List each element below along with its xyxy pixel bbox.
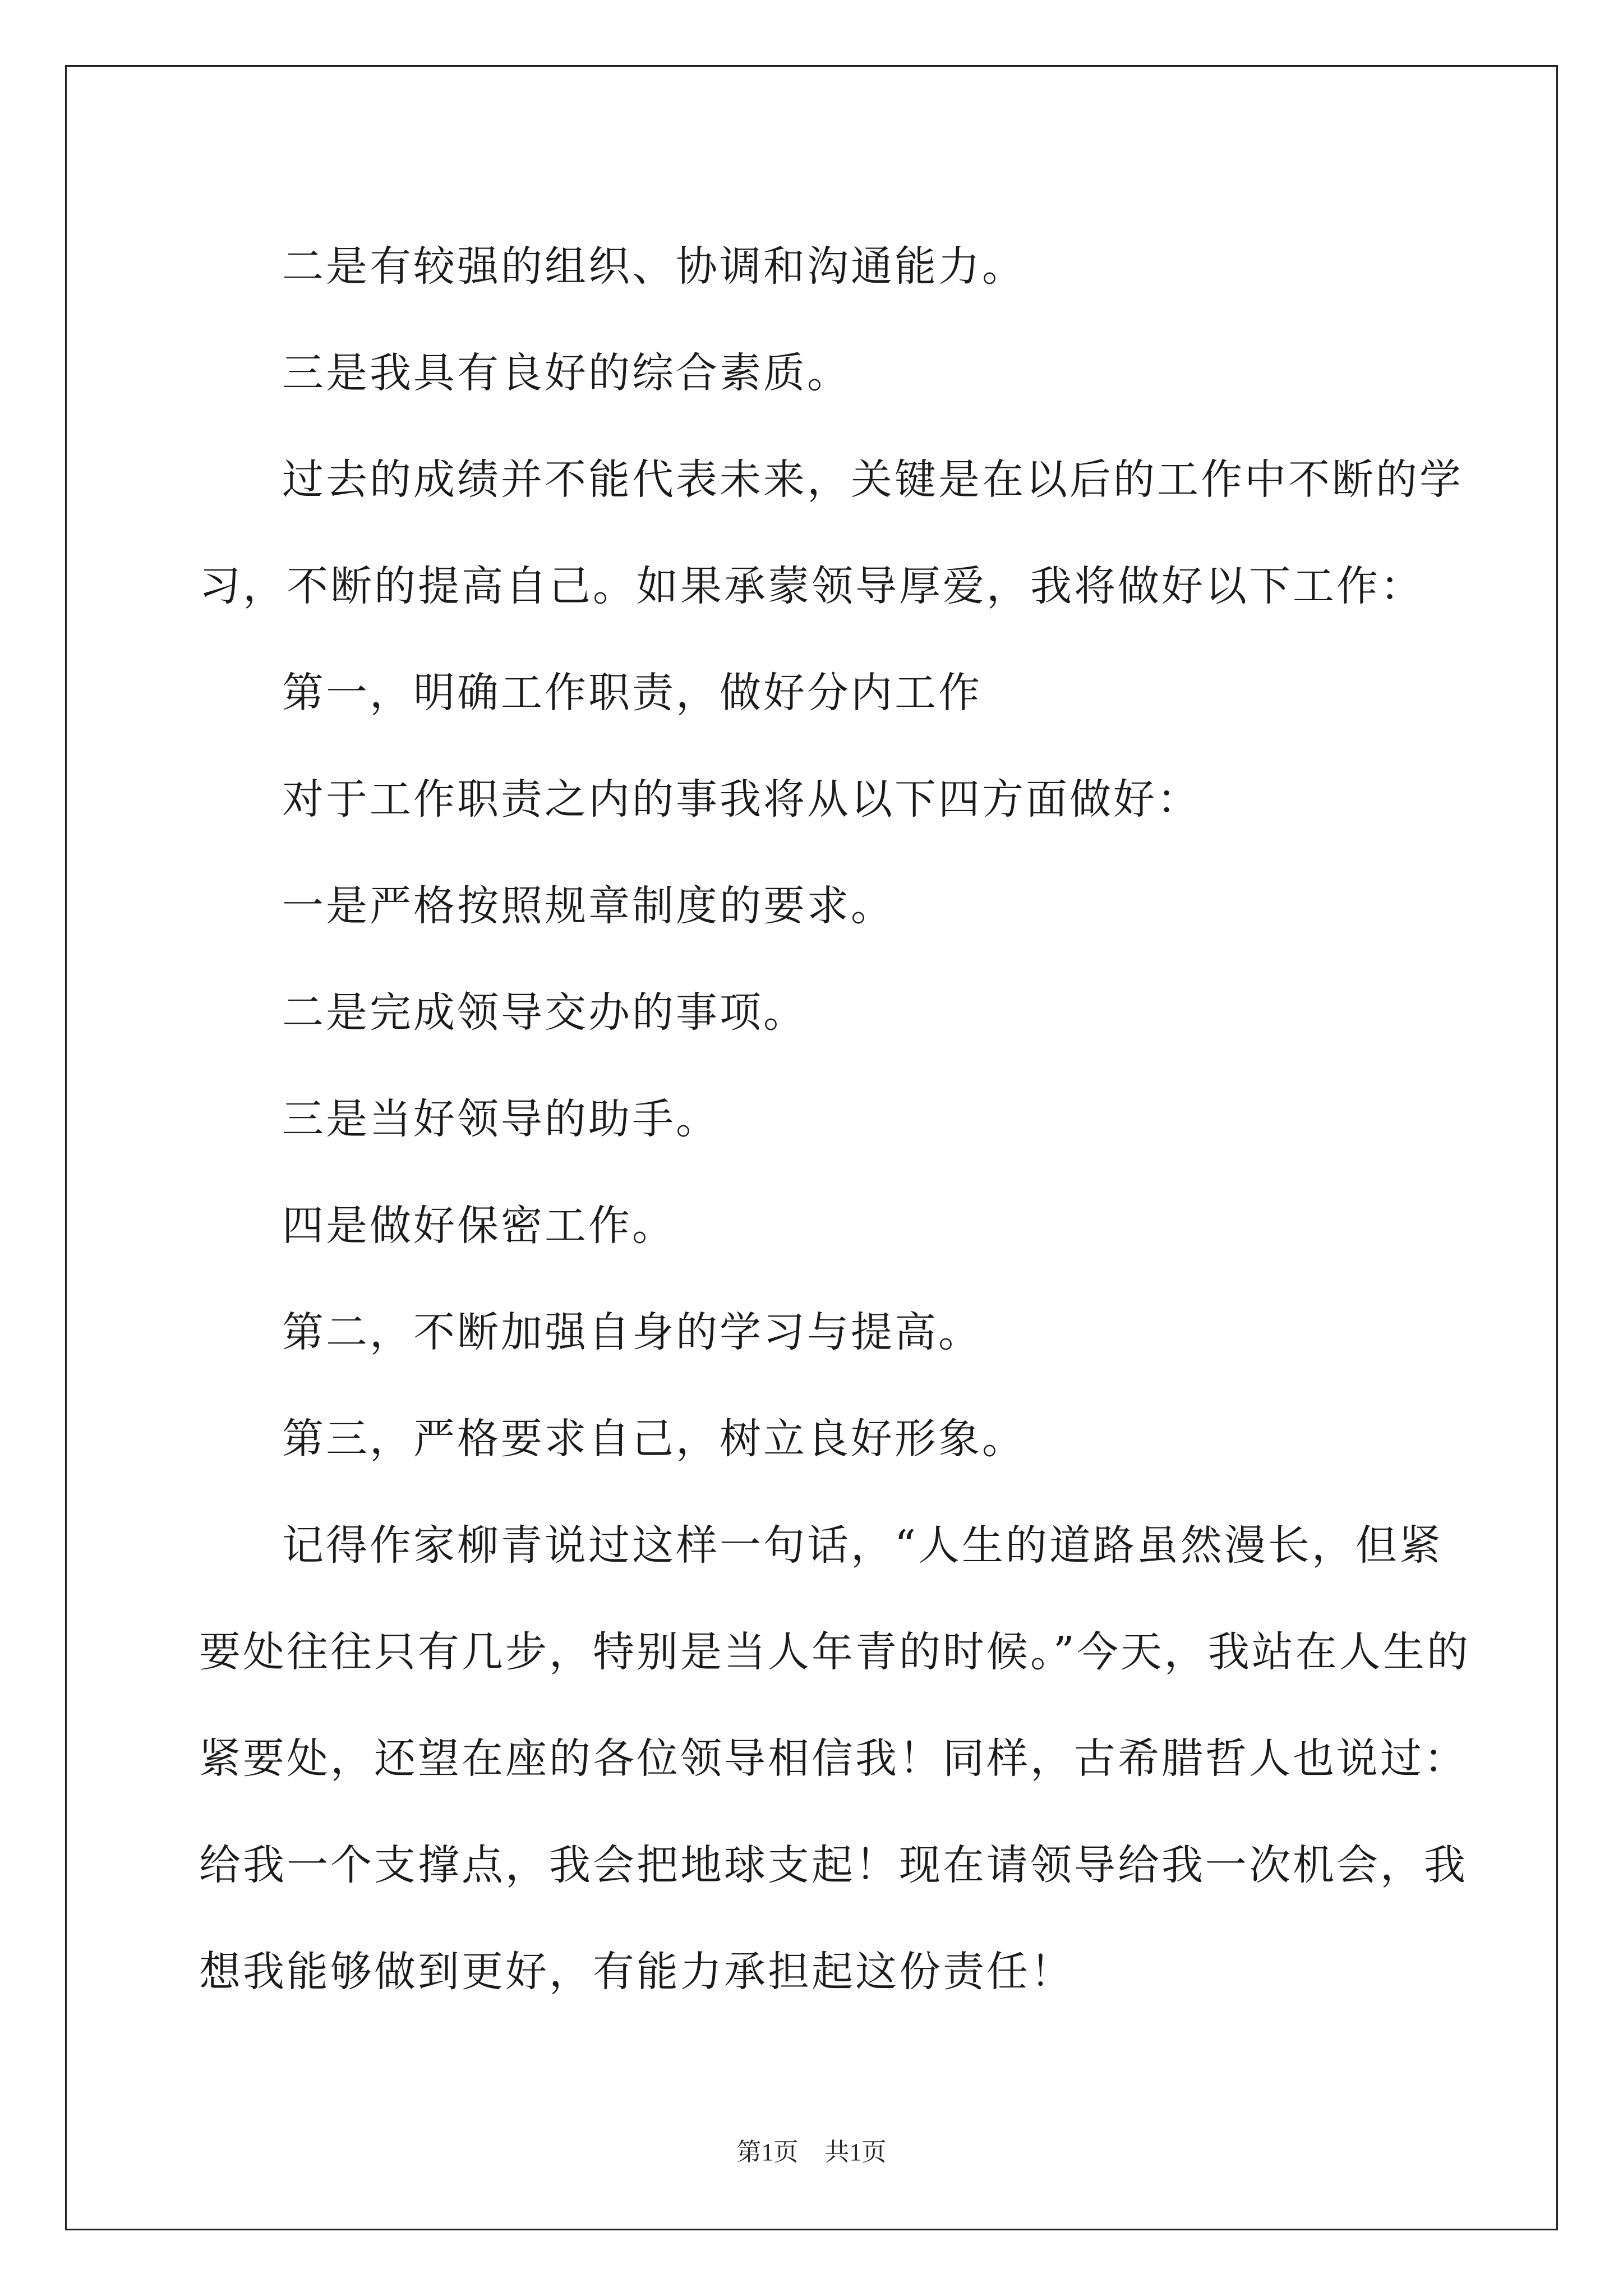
paragraph: 第二，不断加强自身的学习与提高。 (282, 1308, 982, 1356)
paragraph: 三是我具有良好的综合素质。 (282, 349, 851, 397)
page-total: 共1页 (824, 2138, 887, 2166)
paragraph: 第一，明确工作职责，做好分内工作 (282, 669, 982, 717)
page-footer (0, 2132, 1623, 2168)
paragraph: 三是当好领导的助手。 (282, 1095, 720, 1143)
paragraph: 第三，严格要求自己，树立良好形象。 (282, 1415, 1026, 1463)
paragraph: 对于工作职责之内的事我将从以下四方面做好： (282, 775, 1201, 823)
paragraph: 一是严格按照规章制度的要求。 (282, 882, 895, 930)
page-number: 第1页 (736, 2138, 799, 2166)
document-body (199, 213, 1483, 2025)
paragraph: 记得作家柳青说过这样一句话，“人生的道路虽然漫长，但紧要处往往只有几步，特别是当人年青的时候。”今天，我站在人生的紧要处，还望在座的各位领导相信我！同样，古希腊哲人也说过：给我一个支撑点，我会把地球支起！现在请领导给我一次机会，我想我能够做到更好，有能力承担起这份责任！ (199, 1521, 1470, 1996)
paragraph: 二是完成领导交办的事项。 (282, 988, 807, 1037)
paragraph: 四是做好保密工作。 (282, 1202, 676, 1250)
paragraph: 二是有较强的组织、协调和沟通能力。 (282, 242, 1026, 291)
paragraph: 过去的成绩并不能代表未来，关键是在以后的工作中不断的学习，不断的提高自己。如果承蒙领导厚爱，我将做好以下工作： (199, 455, 1463, 610)
